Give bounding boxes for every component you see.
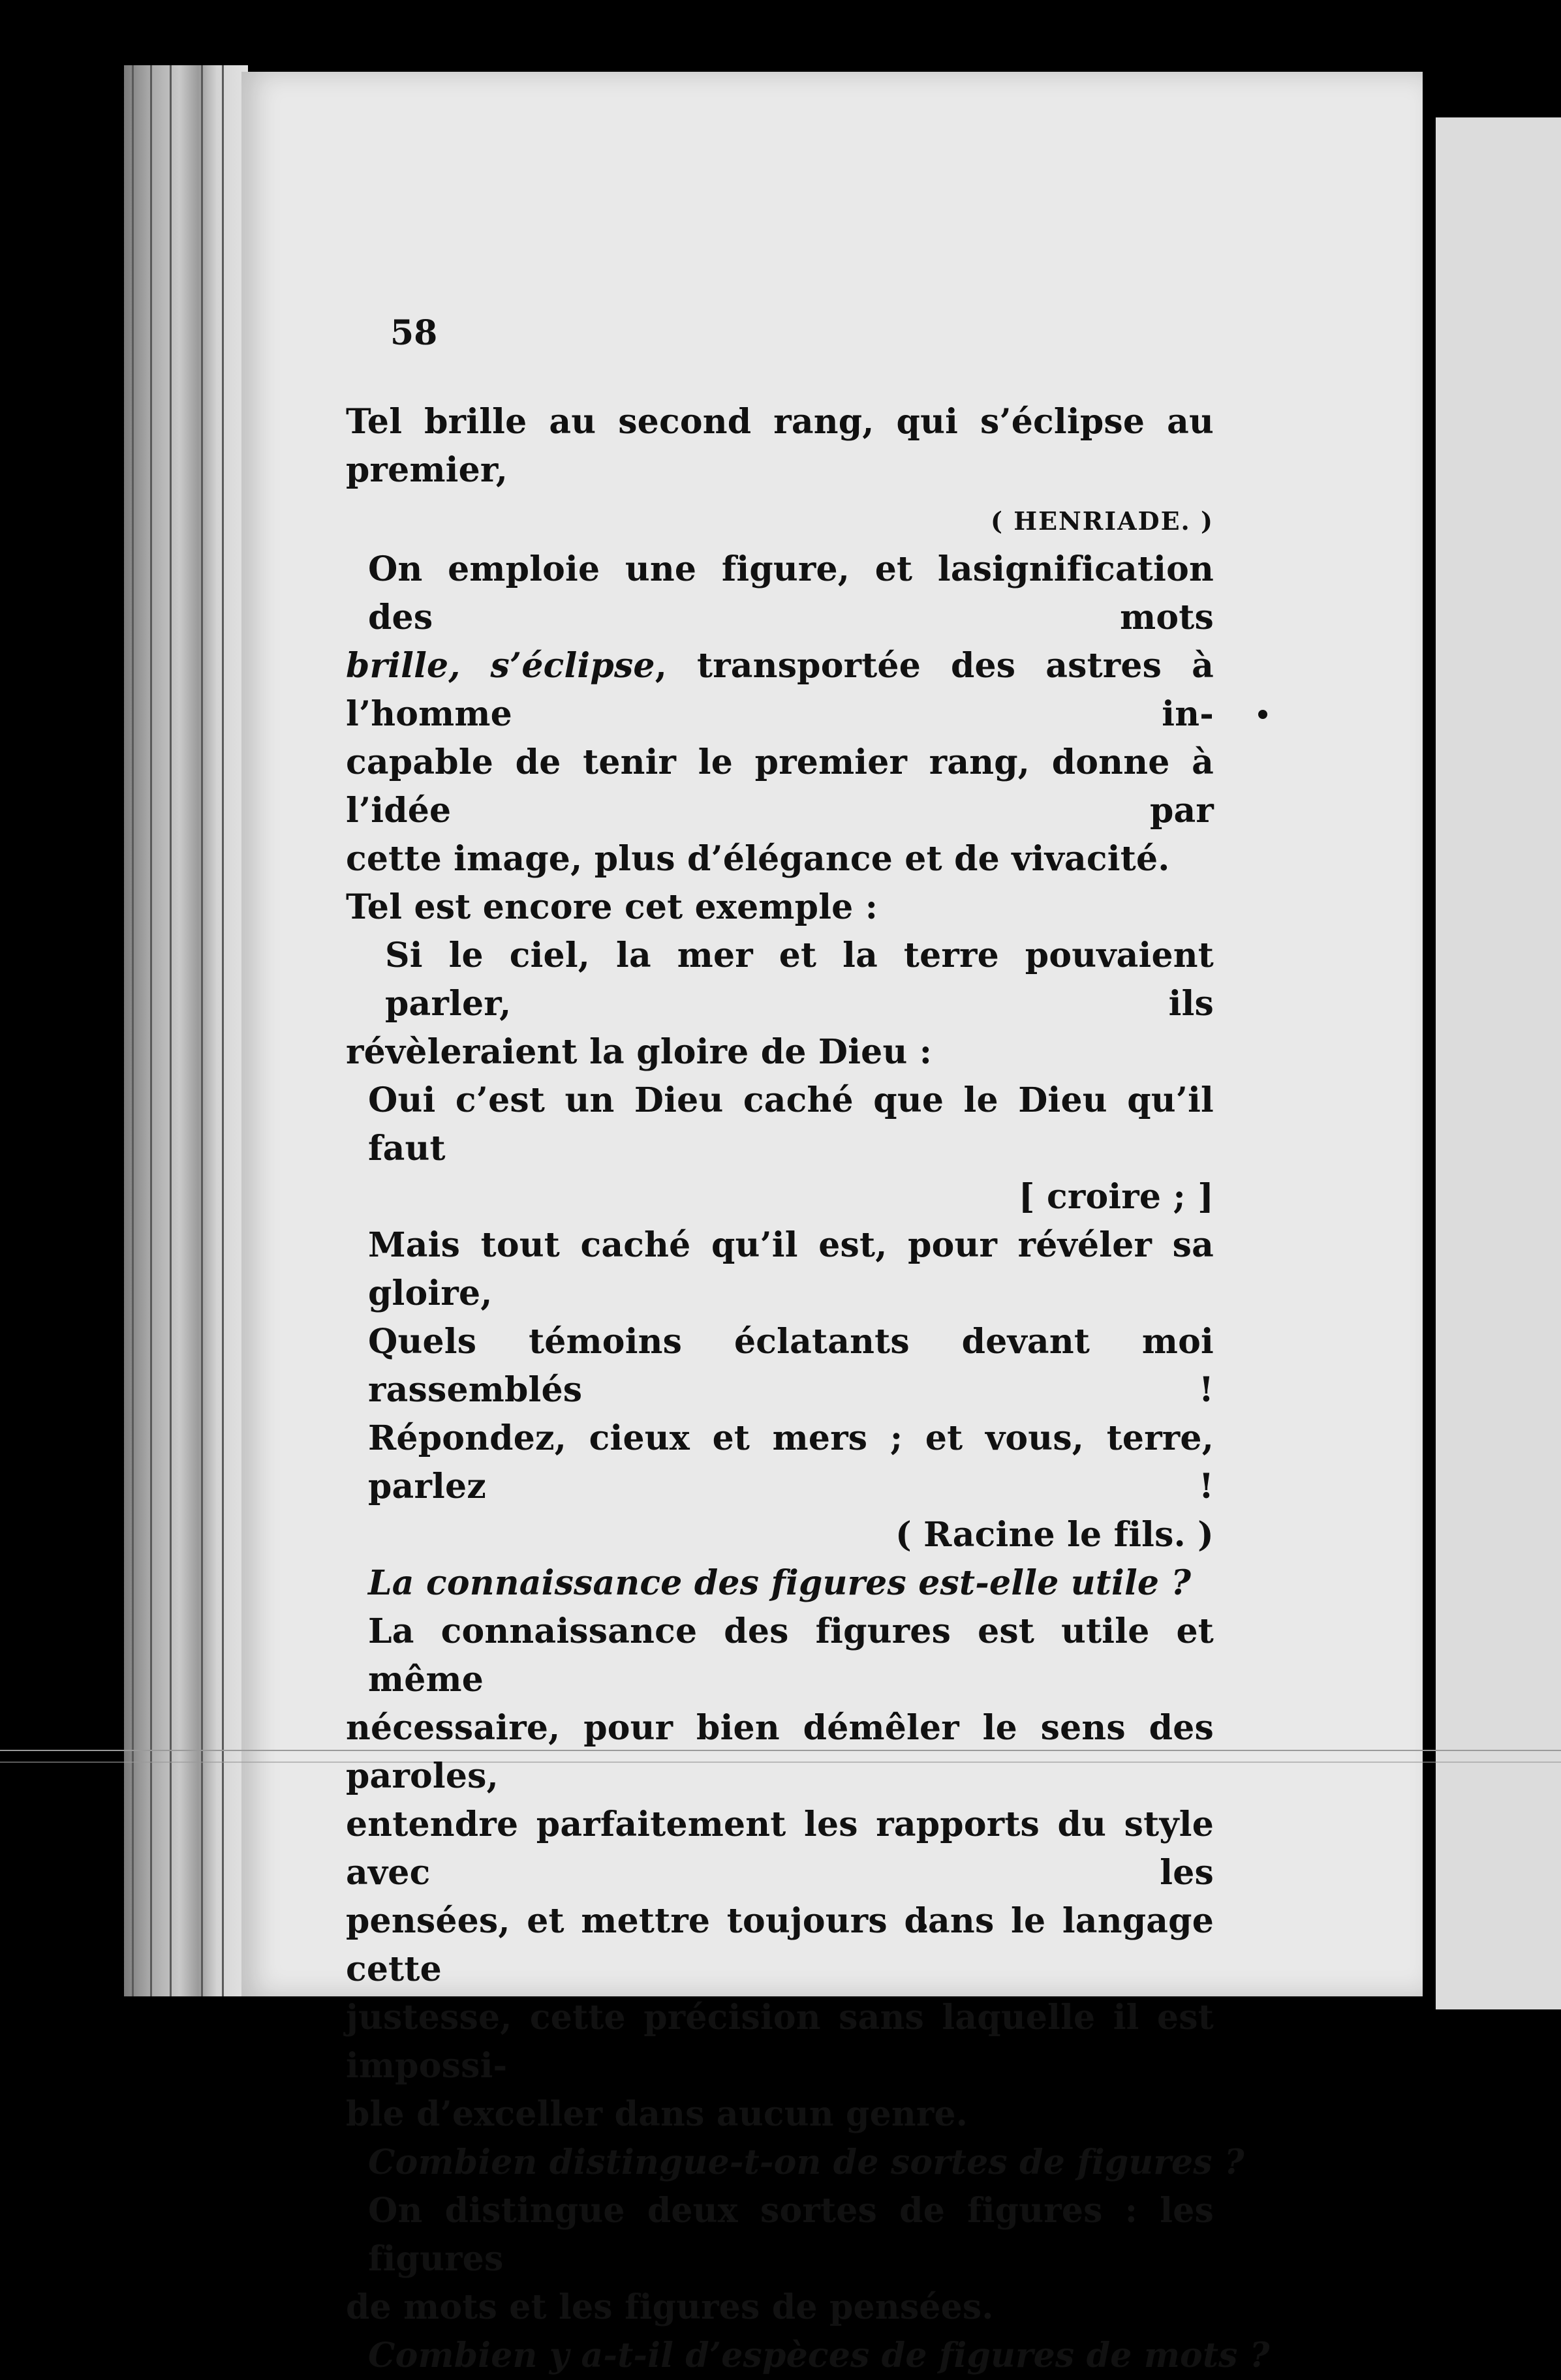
text-line: nécessaire, pour bien démêler le sens des paroles,: [346, 1708, 1214, 1796]
text-line: ble d’exceller dans aucun genre.: [346, 2094, 968, 2134]
text-line: capable de tenir le premier rang, donne à l’idée par: [346, 742, 1214, 831]
text-line: Répondez, cieux et mers ; et vous, terre, parlez !: [368, 1418, 1214, 1506]
adjacent-page: [1436, 117, 1561, 2009]
text-line: [ croire ; ]: [1018, 1177, 1214, 1217]
text-line: cette image, plus d’élégance et de vivacité.: [346, 839, 1170, 879]
text-line: Quels témoins éclatants devant moi rassemblés !: [368, 1322, 1214, 1410]
text-line: Mais tout caché qu’il est, pour révéler sa gloire,: [368, 1225, 1214, 1313]
text-line: Tel brille au second rang, qui s’éclipse au premier,: [346, 402, 1214, 490]
text-line: pensées, et mettre toujours dans le langage cette: [346, 1901, 1214, 1989]
text-line: entendre parfaitement les rapports du style avec les: [346, 1805, 1214, 1893]
text-line: ( Racine le fils. ): [895, 1515, 1214, 1555]
body-text: [346, 398, 1270, 2380]
text-line: Oui c’est un Dieu caché que le Dieu qu’il faut: [368, 1080, 1214, 1168]
text-line: [346, 642, 1214, 739]
text-line: justesse, cette précision sans laquelle il est impossi-: [346, 1998, 1214, 2086]
ink-spot: [1258, 710, 1267, 719]
text-line: Tel est encore cet exemple :: [346, 887, 878, 927]
text-fragment: , transportée des astres à l’homme in-: [346, 646, 1214, 734]
text-line: Combien distingue-t-on de sortes de figures ?: [368, 2143, 1244, 2182]
source-citation: ( HENRIADE. ): [990, 506, 1214, 536]
text-line: On emploie une figure, et lasignification des mots: [368, 549, 1214, 637]
text-line: [346, 495, 1214, 545]
text-line: La connaissance des figures est-elle utile ?: [368, 1563, 1192, 1603]
book-page-edge: [124, 65, 248, 1996]
text-line: Combien y a-t-il d’espèces de figures de mots ?: [368, 2336, 1270, 2375]
text-line: révèleraient la gloire de Dieu :: [346, 1032, 933, 1072]
text-line: On distingue deux sortes de figures : les figures: [368, 2191, 1214, 2279]
page-number: 58: [390, 313, 438, 353]
text-line: La connaissance des figures est utile et même: [368, 1611, 1214, 1700]
italic-term: brille, s’éclipse: [346, 646, 655, 686]
text-line: de mots et les figures de pensées.: [346, 2287, 994, 2327]
text-line: Si le ciel, la mer et la terre pouvaient parler, ils: [385, 936, 1214, 1024]
